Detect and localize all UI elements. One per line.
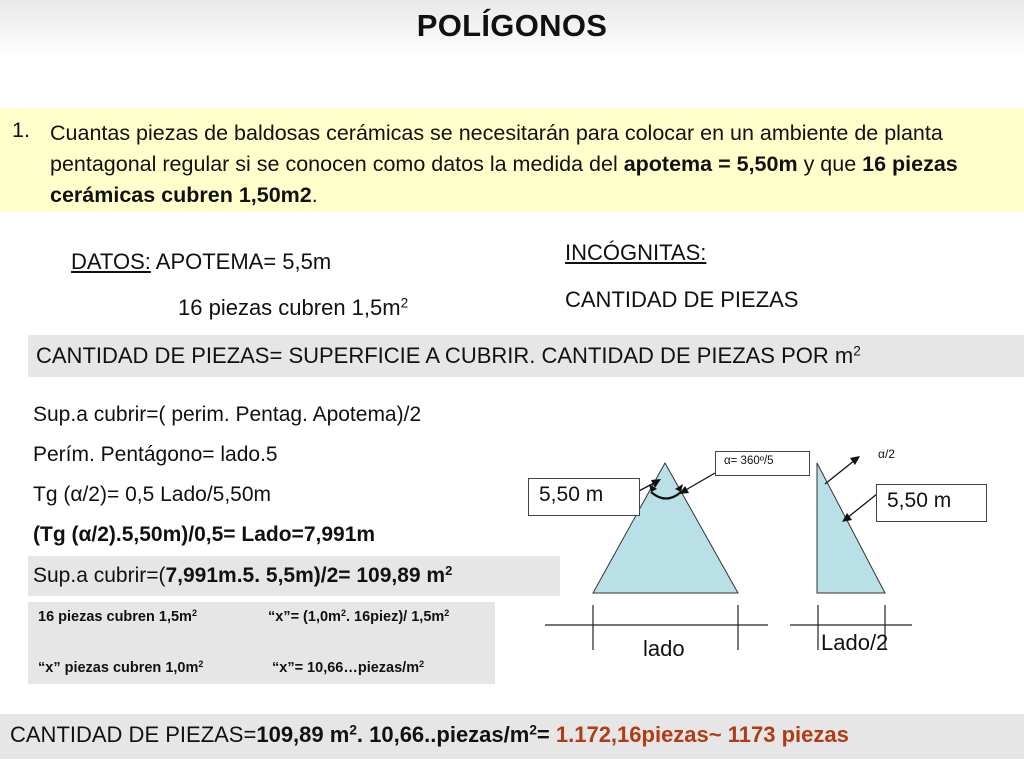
alpha-label: α= 360º/5 [715, 451, 810, 476]
problem-apotema: apotema = 5,50m [623, 152, 798, 176]
problem-number: 1. [12, 118, 30, 142]
prop1-sup: 2 [191, 608, 197, 619]
problem-text-1: Cuantas piezas de baldosas cerámicas se necesitarán para colocar en un ambiente de planta pentagonal regular si se conocen como datos la medida del [50, 121, 943, 176]
prop4-text: “x”= 10,66…piezas/m [272, 660, 420, 676]
problem-piezas: 16 piezas cerámicas cubren 1,50m2 [50, 152, 958, 207]
arrow-alpha [684, 473, 715, 491]
step5-pre: Sup.a cubrir=( [33, 564, 166, 587]
step-sup-a-cubrir: Sup.a cubrir=( perim. Pentag. Apotema)/2 [33, 403, 422, 426]
datos-piezas-text: 16 piezas cubren 1,5m [178, 295, 401, 320]
prop2-text: “x” piezas cubren 1,0m [38, 660, 199, 676]
step5-bold: 7,991m.5. 5,5m)/2= 109,89 m [165, 564, 446, 587]
apothem-label-right: 5,50 m [876, 484, 987, 522]
datos-apotema: APOTEMA= 5,5m [150, 249, 332, 274]
half-alpha-label: α/2 [878, 447, 895, 461]
prop1-text: 16 piezas cubren 1,5m [38, 609, 192, 625]
half-lado-label: Lado/2 [821, 630, 889, 655]
result-text [10, 722, 849, 748]
result-answer: 1.172,16piezas~ 1173 piezas [555, 722, 849, 747]
result-rate: . 10,66..piezas/m [356, 722, 530, 747]
prop3-sup: 2 [340, 608, 346, 619]
step-lado: (Tg (α/2).5,50m)/0,5= Lado=7,991m [33, 523, 376, 546]
lado-label: lado [643, 636, 685, 661]
formula-main: CANTIDAD DE PIEZAS= SUPERFICIE A CUBRIR. CANTIDAD DE PIEZAS POR m [36, 343, 854, 368]
arrow-half-alpha [825, 460, 855, 484]
apothem-label-left: 5,50 m [528, 478, 640, 516]
result-equals: = [536, 722, 556, 747]
datos-piezas-sup: 2 [400, 295, 409, 311]
result-sup-b: 2 [529, 722, 537, 738]
problem-text-3: . [311, 183, 318, 207]
step-tangente: Tg (α/2)= 0,5 Lado/5,50m [33, 483, 272, 506]
incognitas-label: INCÓGNITAS: [565, 240, 707, 265]
prop3-b: . 16piez)/ 1,5m [345, 609, 445, 625]
result-sup-a: 2 [349, 722, 357, 738]
prop4-sup: 2 [419, 659, 425, 670]
step5-sup: 2 [445, 562, 453, 578]
result-pre: CANTIDAD DE PIEZAS= [10, 722, 257, 747]
formula-sup: 2 [853, 343, 861, 359]
prop3-sup2: 2 [444, 608, 450, 619]
datos-label: DATOS: [71, 249, 151, 274]
arrowhead-half-alpha [850, 456, 860, 465]
result-area: 109,89 m [256, 722, 350, 747]
prop2-sup: 2 [198, 659, 204, 670]
incognitas-value: CANTIDAD DE PIEZAS [565, 287, 799, 312]
step-perimetro: Perím. Pentágono= lado.5 [33, 443, 278, 466]
page-title: POLÍGONOS [416, 8, 608, 43]
problem-text-2: y que [797, 152, 863, 176]
prop3-a: “x”= (1,0m [268, 609, 341, 625]
